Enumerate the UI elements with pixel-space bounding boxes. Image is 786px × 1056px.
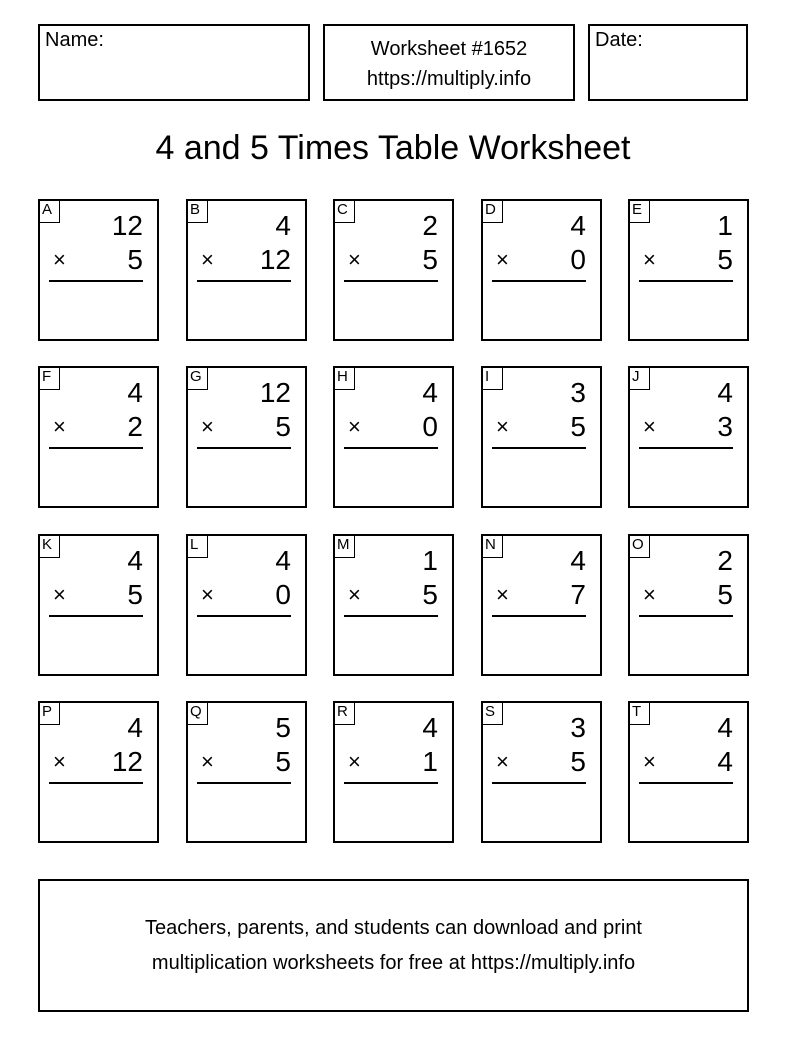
answer-line <box>197 280 291 282</box>
multiply-sign: × <box>53 749 66 774</box>
answer-line <box>344 782 438 784</box>
multiplier: 0 <box>570 244 586 275</box>
multiplier: 5 <box>717 244 733 275</box>
multiplicand: 4 <box>717 377 733 408</box>
multiplier: 3 <box>717 411 733 442</box>
date-field <box>588 24 748 101</box>
problem-card-c <box>333 199 454 341</box>
multiplicand: 1 <box>717 210 733 241</box>
problem-card-h <box>333 366 454 508</box>
multiply-sign: × <box>348 247 361 272</box>
worksheet-number: Worksheet #1652 <box>370 38 528 60</box>
problem-card-p <box>38 701 159 843</box>
problem-letter: O <box>628 534 650 558</box>
multiply-sign: × <box>348 414 361 439</box>
answer-line <box>197 615 291 617</box>
problem-card-l <box>186 534 307 676</box>
multiplier: 5 <box>127 244 143 275</box>
problem-letter: A <box>38 199 60 223</box>
multiplier: 5 <box>127 579 143 610</box>
answer-line <box>492 782 586 784</box>
problem-card-q <box>186 701 307 843</box>
answer-line <box>197 447 291 449</box>
worksheet-url: https://multiply.info <box>366 68 532 90</box>
date-label: Date: <box>595 29 643 51</box>
multiply-sign: × <box>496 582 509 607</box>
multiplier: 0 <box>275 579 291 610</box>
answer-line <box>344 280 438 282</box>
answer-line <box>49 782 143 784</box>
multiplier: 5 <box>717 579 733 610</box>
problem-letter: J <box>628 366 650 390</box>
multiplicand: 4 <box>275 545 291 576</box>
multiplier: 5 <box>570 411 586 442</box>
multiplier: 4 <box>717 746 733 777</box>
multiplicand: 4 <box>422 712 438 743</box>
problem-card-n <box>481 534 602 676</box>
problem-letter: G <box>186 366 208 390</box>
multiply-sign: × <box>348 582 361 607</box>
multiply-sign: × <box>643 582 656 607</box>
answer-line <box>344 447 438 449</box>
problem-letter: M <box>333 534 355 558</box>
multiply-sign: × <box>496 247 509 272</box>
answer-line <box>49 615 143 617</box>
multiplicand: 4 <box>717 712 733 743</box>
footer-box <box>38 879 749 1012</box>
multiplier: 2 <box>127 411 143 442</box>
multiplicand: 1 <box>422 545 438 576</box>
problem-card-o <box>628 534 749 676</box>
multiply-sign: × <box>53 582 66 607</box>
problem-card-k <box>38 534 159 676</box>
multiplicand: 12 <box>259 377 291 408</box>
problem-grid <box>38 199 749 843</box>
multiplicand: 3 <box>570 377 586 408</box>
problem-letter: P <box>38 701 60 725</box>
problem-card-g <box>186 366 307 508</box>
answer-line <box>344 615 438 617</box>
page-title: 4 and 5 Times Table Worksheet <box>155 129 631 167</box>
multiplier: 0 <box>422 411 438 442</box>
answer-line <box>492 615 586 617</box>
multiplicand: 4 <box>127 377 143 408</box>
problem-letter: H <box>333 366 355 390</box>
multiplier: 5 <box>422 244 438 275</box>
multiply-sign: × <box>201 749 214 774</box>
problem-letter: D <box>481 199 503 223</box>
problem-card-s <box>481 701 602 843</box>
multiplicand: 4 <box>127 712 143 743</box>
answer-line <box>492 447 586 449</box>
multiply-sign: × <box>201 414 214 439</box>
multiplicand: 4 <box>275 210 291 241</box>
problem-card-b <box>186 199 307 341</box>
multiplier: 12 <box>259 244 291 275</box>
multiplicand: 2 <box>422 210 438 241</box>
name-label: Name: <box>45 29 104 51</box>
multiplier: 5 <box>275 746 291 777</box>
problem-card-a <box>38 199 159 341</box>
multiply-sign: × <box>643 749 656 774</box>
problem-letter: Q <box>186 701 208 725</box>
answer-line <box>639 447 733 449</box>
multiplicand: 4 <box>570 210 586 241</box>
multiplier: 1 <box>422 746 438 777</box>
answer-line <box>639 280 733 282</box>
multiply-sign: × <box>53 247 66 272</box>
multiplicand: 4 <box>422 377 438 408</box>
problem-letter: E <box>628 199 650 223</box>
problem-card-t <box>628 701 749 843</box>
answer-line <box>49 280 143 282</box>
problem-letter: C <box>333 199 355 223</box>
multiply-sign: × <box>53 414 66 439</box>
problem-card-e <box>628 199 749 341</box>
problem-letter: F <box>38 366 60 390</box>
multiplicand: 5 <box>275 712 291 743</box>
multiplier: 5 <box>422 579 438 610</box>
worksheet-info-box <box>323 24 575 101</box>
name-field <box>38 24 310 101</box>
multiply-sign: × <box>201 582 214 607</box>
multiplier: 12 <box>111 746 143 777</box>
problem-letter: K <box>38 534 60 558</box>
problem-letter: R <box>333 701 355 725</box>
problem-card-i <box>481 366 602 508</box>
multiplicand: 4 <box>127 545 143 576</box>
footer-line-1: Teachers, parents, and students can download and print <box>145 917 642 939</box>
problem-letter: B <box>186 199 208 223</box>
answer-line <box>197 782 291 784</box>
multiplicand: 4 <box>570 545 586 576</box>
problem-card-f <box>38 366 159 508</box>
multiply-sign: × <box>496 749 509 774</box>
multiplier: 7 <box>570 579 586 610</box>
multiply-sign: × <box>643 247 656 272</box>
problem-letter: S <box>481 701 503 725</box>
problem-card-m <box>333 534 454 676</box>
multiply-sign: × <box>348 749 361 774</box>
problem-letter: T <box>628 701 650 725</box>
problem-letter: I <box>481 366 503 390</box>
answer-line <box>639 615 733 617</box>
multiplier: 5 <box>570 746 586 777</box>
answer-line <box>49 447 143 449</box>
answer-line <box>639 782 733 784</box>
multiplicand: 3 <box>570 712 586 743</box>
multiply-sign: × <box>496 414 509 439</box>
multiply-sign: × <box>643 414 656 439</box>
multiplicand: 2 <box>717 545 733 576</box>
problem-card-j <box>628 366 749 508</box>
problem-letter: L <box>186 534 208 558</box>
problem-card-d <box>481 199 602 341</box>
answer-line <box>492 280 586 282</box>
multiplier: 5 <box>275 411 291 442</box>
problem-card-r <box>333 701 454 843</box>
footer-line-2: multiplication worksheets for free at https://multiply.info <box>151 952 636 974</box>
problem-letter: N <box>481 534 503 558</box>
multiply-sign: × <box>201 247 214 272</box>
multiplicand: 12 <box>111 210 143 241</box>
